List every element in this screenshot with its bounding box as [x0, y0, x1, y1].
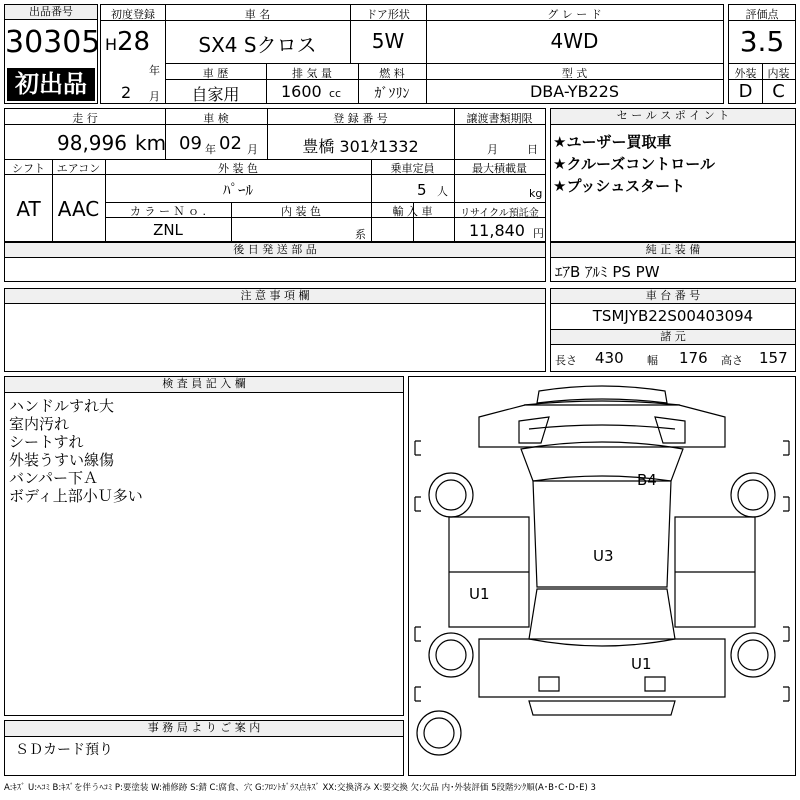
history-label: 車 歴	[202, 67, 229, 80]
legend: A:ｷｽﾞ U:ﾍｺﾐ B:ｷｽﾞを伴うﾍｺﾐ P:要塗装 W:補修跡 S:錆 C:腐食、穴 G:ﾌﾛﾝﾄｶﾞﾗｽ点ｷｽﾞ XX:交換済み X:要交換 欠:欠品 内･外装評価 5段階ﾗﾝｸ順(A･B･C･D･E) 3	[4, 783, 596, 793]
transfer-month-unit: 月	[487, 143, 498, 156]
capacity: 5	[417, 181, 427, 199]
inspector-line-5: バンパー下Ａ	[9, 469, 98, 487]
load-unit: kg	[529, 187, 543, 200]
door-label: ドア形状	[366, 8, 410, 21]
sales-point-3: ★プッシュスタート	[553, 177, 686, 195]
car-outline-diagram	[409, 377, 795, 775]
exterior-grade: D	[738, 81, 753, 102]
inspector-line-1: ハンドルすれ大	[9, 397, 115, 415]
chassis-number: TSMJYB22S00403094	[592, 307, 754, 325]
notes-label: 注 意 事 項 欄	[5, 289, 545, 304]
model: DBA-YB22S	[529, 82, 620, 101]
office-label: 事 務 局 よ り ご 案 内	[5, 721, 403, 737]
month-unit: 月	[149, 90, 160, 103]
equipment-box	[550, 242, 796, 282]
transfer-label: 譲渡書類期限	[466, 112, 533, 125]
color-label: 外 装 色	[218, 162, 258, 175]
sales-point-2: ★クルーズコントロール	[553, 155, 715, 173]
width-label: 幅	[647, 354, 658, 367]
damage-mark-b4: B4	[637, 471, 657, 489]
capacity-unit: 人	[437, 185, 448, 198]
reg-month: 2	[121, 83, 132, 102]
car-name: SX4 Sクロス	[198, 33, 317, 57]
load-label: 最大積載量	[472, 162, 527, 175]
equipment-label: 純 正 装 備	[551, 243, 795, 258]
car-name-label: 車 名	[244, 8, 271, 21]
notes-box	[4, 288, 546, 372]
height: 157	[759, 349, 788, 367]
damage-mark-u3: U3	[593, 547, 614, 565]
height-label: 高さ	[721, 354, 743, 367]
import-label: 輸 入 車	[392, 205, 433, 218]
sales-points-box	[550, 108, 796, 242]
displacement-label: 排 気 量	[292, 67, 332, 80]
interior-grade: C	[772, 81, 785, 102]
chassis-box	[550, 288, 796, 372]
width: 176	[679, 349, 708, 367]
grade: 4WD	[550, 29, 599, 53]
plate-number: 豊橋 301ﾀ1332	[302, 137, 419, 156]
recycle-unit: 円	[533, 227, 544, 240]
inspection-year-unit: 年	[205, 143, 216, 156]
inspector-line-3: シートすれ	[9, 433, 84, 451]
recycle-label: リサイクル預託金	[460, 208, 539, 219]
capacity-label: 乗車定員	[390, 162, 435, 175]
damage-mark-u1-left: U1	[469, 585, 490, 603]
equipment: ｴｱB ｱﾙﾐ PS PW	[555, 263, 660, 281]
displacement-unit: cc	[329, 87, 342, 100]
inspector-line-2: 室内汚れ	[9, 415, 70, 433]
door: 5W	[371, 29, 405, 53]
year-unit: 年	[149, 64, 160, 77]
score: 3.5	[739, 25, 785, 58]
lot-number-box	[4, 4, 101, 104]
score-label: 評価点	[745, 8, 779, 21]
score-box	[728, 4, 796, 104]
grade-label: グ レ ー ド	[547, 8, 602, 21]
inspection-label: 車 検	[203, 112, 229, 125]
exterior-label: 外装	[734, 67, 757, 80]
era: H	[105, 35, 118, 54]
reg-year-label: 初度登録	[111, 8, 155, 21]
office-note: ＳＤカード預り	[15, 742, 113, 758]
shift: AT	[16, 197, 41, 221]
displacement: 1600	[281, 82, 322, 101]
mileage-label: 走 行	[72, 112, 98, 125]
inspector-line-4: 外装うすい線傷	[9, 451, 115, 469]
vehicle-info-box	[4, 108, 546, 242]
interior-color-label: 内 装 色	[281, 205, 321, 218]
damage-mark-u1-rear: U1	[631, 655, 652, 673]
fuel: ｶﾞｿﾘﾝ	[374, 86, 410, 102]
inspector-box	[4, 376, 404, 716]
color-no-label: カ ラ ー Ｎ ｏ .	[130, 205, 206, 218]
length: 430	[595, 349, 624, 367]
lot-number: 30305	[5, 25, 101, 60]
shift-label: シフト	[12, 162, 45, 175]
sales-point-1: ★ユーザー買取車	[553, 133, 672, 151]
exterior-color: ﾊﾟｰﾙ	[222, 181, 253, 199]
sales-points-label: セ ー ル ス ポ イ ン ト	[551, 109, 795, 125]
plate-label: 登 録 番 号	[333, 112, 388, 125]
inspection-year: 09	[179, 133, 202, 154]
mileage-unit: km	[135, 131, 167, 155]
interior-color-unit: 系	[355, 228, 366, 241]
inspector-label: 検 査 員 記 入 欄	[5, 377, 403, 393]
inspection-month: 02	[219, 133, 242, 154]
reg-year: 28	[117, 27, 151, 57]
registration-box	[100, 4, 724, 104]
recycle-amount: 11,840	[469, 221, 525, 240]
interior-label: 内装	[767, 67, 790, 80]
office-box	[4, 720, 404, 776]
history: 自家用	[191, 85, 240, 104]
later-parts-label: 後 日 発 送 部 品	[5, 243, 545, 258]
length-label: 長さ	[555, 354, 577, 367]
dimensions-label: 諸 元	[551, 330, 795, 345]
transfer-day-unit: 日	[527, 143, 538, 156]
ac-label: エアコン	[56, 162, 101, 175]
mileage: 98,996	[57, 131, 127, 155]
later-parts-box	[4, 242, 546, 282]
color-number: ZNL	[153, 221, 183, 239]
fuel-label: 燃 料	[379, 67, 405, 80]
first-listing-badge: 初出品	[7, 68, 95, 101]
model-label: 型 式	[561, 67, 588, 80]
damage-diagram	[408, 376, 796, 776]
chassis-label: 車 台 番 号	[551, 289, 795, 304]
lot-label: 出品番号	[5, 5, 97, 20]
inspection-month-unit: 月	[247, 143, 258, 156]
air-conditioner: AAC	[57, 197, 100, 221]
inspector-line-6: ボディ上部小Ｕ多い	[9, 487, 143, 505]
